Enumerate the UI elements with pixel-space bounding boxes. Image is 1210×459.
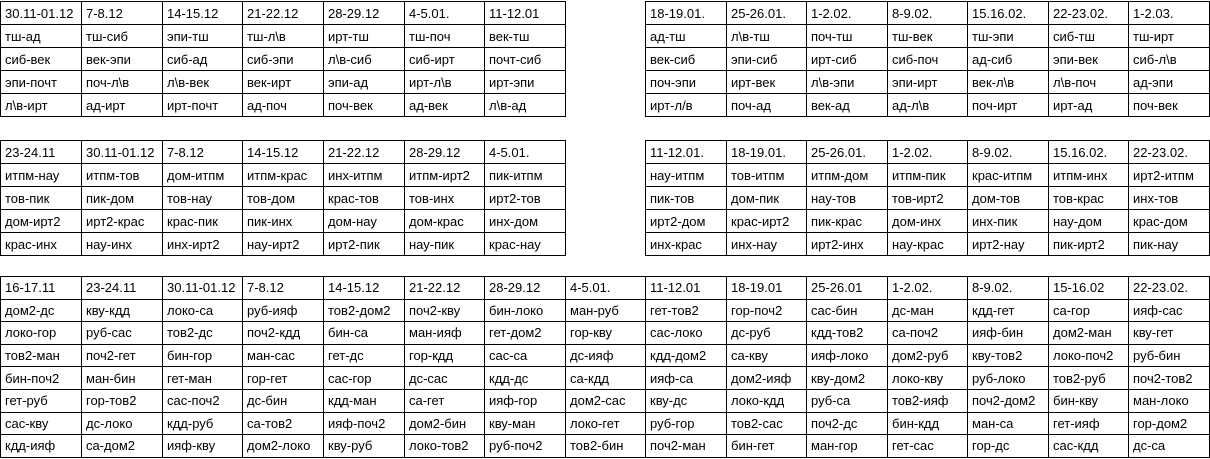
match-cell: са-гет [405,389,485,412]
match-cell: эпи-век [1049,48,1129,71]
match-cell: тов-пик [1,187,82,210]
match-cell: тов2-ияф [888,389,968,412]
date-cell: 15.16.02. [1049,141,1129,164]
match-cell: тов2-бин [566,435,646,458]
spacer-cell [566,210,646,233]
spacer-cell [566,25,646,48]
date-cell: 14-15.12 [163,2,243,25]
match-cell: локо-кдд [727,389,807,412]
date-header-row [1,2,1210,25]
match-cell: гет-ман [163,367,243,390]
match-cell: сас-бин [807,299,888,322]
match-cell: ирт2-дом [646,210,727,233]
match-cell: эпи-тш [163,25,243,48]
match-cell: поч2-тов2 [1129,367,1210,390]
match-cell: дс-локо [82,412,163,435]
match-cell: дом-пик [727,187,807,210]
match-cell: л\в-век [163,71,243,94]
match-row [1,389,1210,412]
match-cell: ирт-почт [163,94,243,117]
match-cell: век-тш [485,25,566,48]
match-cell: поч2-дс [807,412,888,435]
match-cell: итпм-ирт2 [405,164,485,187]
match-cell: крас-пик [163,210,243,233]
match-cell: дом2-локо [243,435,324,458]
match-cell: ирт2-нау [968,233,1049,256]
match-cell: дом-итпм [163,164,243,187]
date-cell: 28-29.12 [405,141,485,164]
match-row [1,164,1210,187]
match-cell: ияф-гор [485,389,566,412]
match-cell: гор-гет [243,367,324,390]
match-cell: ман-ияф [405,322,485,345]
match-cell: локо-са [163,299,243,322]
date-cell: 18-19.01 [727,277,807,300]
date-cell: 25-26.01. [807,141,888,164]
spacer-cell [566,71,646,94]
match-cell: бин-са [324,322,405,345]
match-cell: сас-гор [324,367,405,390]
date-cell: 14-15.12 [324,277,405,300]
match-cell: бин-локо [485,299,566,322]
match-cell: нау-пик [405,233,485,256]
match-cell: бин-гет [727,435,807,458]
spacer-cell [566,164,646,187]
match-row [1,210,1210,233]
match-cell: сиб-тш [1049,25,1129,48]
match-cell: бин-кдд [888,412,968,435]
match-cell: тов-крас [1049,187,1129,210]
match-cell: сас-са [485,344,566,367]
date-cell: 18-19.01. [646,2,727,25]
match-cell: инх-крас [646,233,727,256]
match-cell: кву-дс [646,389,727,412]
match-cell: нау-итпм [646,164,727,187]
match-cell: кву-гет [1129,322,1210,345]
match-cell: гет-сас [888,435,968,458]
match-cell: тш-ад [1,25,82,48]
match-cell: тов2-ман [1,344,82,367]
date-cell: 8-9.02. [968,141,1049,164]
match-cell: век-ад [807,94,888,117]
match-cell: гор-дом2 [1129,412,1210,435]
match-cell: эпи-ад [324,71,405,94]
match-cell: инх-нау [727,233,807,256]
match-cell: пик-тов [646,187,727,210]
match-cell: эпи-ирт [888,71,968,94]
match-cell: гет-дс [324,344,405,367]
match-cell: ияф-са [646,367,727,390]
match-cell: поч-ирт [968,94,1049,117]
match-row [1,25,1210,48]
match-cell: поч-эпи [646,71,727,94]
match-cell: поч-ад [727,94,807,117]
match-cell: гор-тов2 [82,389,163,412]
match-cell: нау-дом [1049,210,1129,233]
match-row [1,435,1210,458]
date-cell: 7-8.12 [243,277,324,300]
match-cell: сиб-ад [163,48,243,71]
match-cell: гор-дс [968,435,1049,458]
match-cell: руб-са [807,389,888,412]
date-cell: 4-5.01. [485,141,566,164]
date-cell: 7-8.12 [82,2,163,25]
match-cell: ад-тш [646,25,727,48]
match-cell: нау-ирт2 [243,233,324,256]
match-cell: л\в-поч [1049,71,1129,94]
match-cell: ирт-эпи [485,71,566,94]
match-cell: тов2-дом2 [324,299,405,322]
match-cell: дом-крас [405,210,485,233]
date-cell: 18-19.01. [727,141,807,164]
match-cell: сас-локо [646,322,727,345]
date-cell: 1-2.02. [807,2,888,25]
match-cell: дс-са [1129,435,1210,458]
match-cell: эпи-почт [1,71,82,94]
match-cell: гор-кдд [405,344,485,367]
schedule-block-3 [0,276,1210,458]
match-cell: ияф-сас [1129,299,1210,322]
match-cell: ияф-локо [807,344,888,367]
date-cell: 23-24.11 [82,277,163,300]
date-cell: 21-22.12 [243,2,324,25]
date-cell: 21-22.12 [324,141,405,164]
match-cell: дом2-бин [405,412,485,435]
date-cell: 28-29.12 [485,277,566,300]
match-cell: л\в-тш [727,25,807,48]
date-cell: 22-23.02. [1129,141,1210,164]
match-cell: дом-инх [888,210,968,233]
match-cell: дом2-дс [1,299,82,322]
date-header-row [1,141,1210,164]
match-cell: крас-дом [1129,210,1210,233]
match-cell: руб-локо [968,367,1049,390]
match-cell: тов-дом [243,187,324,210]
match-cell: ад-век [405,94,485,117]
match-cell: кдд-тов2 [807,322,888,345]
match-cell: кву-руб [324,435,405,458]
match-cell: л\в-сиб [324,48,405,71]
match-cell: сиб-ирт [405,48,485,71]
match-cell: нау-инх [82,233,163,256]
match-cell: локо-гор [1,322,82,345]
match-cell: ирт-ад [1049,94,1129,117]
match-cell: дом2-сас [566,389,646,412]
match-cell: поч2-дом2 [968,389,1049,412]
match-cell: итпм-крас [243,164,324,187]
match-row [1,412,1210,435]
date-header-row [1,277,1210,300]
match-cell: итпм-тов [82,164,163,187]
date-cell: 22-23.02. [1049,2,1129,25]
match-cell: тов2-дс [163,322,243,345]
match-cell: век-л\в [968,71,1049,94]
match-cell: локо-тов2 [405,435,485,458]
match-cell: поч2-кву [405,299,485,322]
match-cell: руб-бин [1129,344,1210,367]
match-cell: инх-пик [968,210,1049,233]
match-cell: л\в-ад [485,94,566,117]
match-cell: локо-кву [888,367,968,390]
match-cell: пик-ирт2 [1049,233,1129,256]
match-cell: почт-сиб [485,48,566,71]
match-cell: са-поч2 [888,322,968,345]
match-cell: пик-крас [807,210,888,233]
match-cell: ирт2-итпм [1129,164,1210,187]
date-cell: 8-9.02. [888,2,968,25]
match-cell: бин-гор [163,344,243,367]
match-cell: ирт2-инх [807,233,888,256]
match-cell: дс-сас [405,367,485,390]
match-cell: дом2-ияф [727,367,807,390]
date-cell: 30.11-01.12 [163,277,243,300]
date-cell: 30.11-01.12 [1,2,82,25]
match-cell: инх-тов [1129,187,1210,210]
match-row [1,94,1210,117]
match-cell: тш-эпи [968,25,1049,48]
match-cell: ирт-л\в [405,71,485,94]
match-cell: бин-поч2 [1,367,82,390]
date-cell: 1-2.02. [888,277,968,300]
match-cell: итпм-нау [1,164,82,187]
match-cell: дс-бин [243,389,324,412]
date-cell: 16-17.11 [1,277,82,300]
match-cell: век-эпи [82,48,163,71]
match-cell: дом-тов [968,187,1049,210]
match-row [1,187,1210,210]
match-cell: ияф-бин [968,322,1049,345]
match-cell: руб-сас [82,322,163,345]
match-cell: гор-кву [566,322,646,345]
spacer-cell [566,187,646,210]
match-cell: поч-век [324,94,405,117]
match-cell: ирт-век [727,71,807,94]
match-row [1,344,1210,367]
spacer-cell [566,2,646,25]
match-cell: кдд-руб [163,412,243,435]
match-cell: ирт2-крас [82,210,163,233]
match-cell: са-кдд [566,367,646,390]
match-cell: ман-гор [807,435,888,458]
match-cell: итпм-инх [1049,164,1129,187]
date-cell: 15-16.02 [1049,277,1129,300]
match-cell: руб-ияф [243,299,324,322]
match-cell: тов-итпм [727,164,807,187]
match-cell: итпм-пик [888,164,968,187]
match-cell: л\в-эпи [807,71,888,94]
spacer-cell [566,233,646,256]
match-cell: поч-тш [807,25,888,48]
match-cell: поч-л\в [82,71,163,94]
date-cell: 22-23.02. [1129,277,1210,300]
match-cell: кдд-дс [485,367,566,390]
match-cell: сиб-эпи [243,48,324,71]
date-cell: 1-2.02. [888,141,968,164]
match-cell: тш-век [888,25,968,48]
match-cell: са-кву [727,344,807,367]
match-cell: гет-руб [1,389,82,412]
match-cell: поч2-кдд [243,322,324,345]
match-cell: ман-сас [243,344,324,367]
match-cell: кву-дом2 [807,367,888,390]
match-cell: крас-итпм [968,164,1049,187]
match-cell: гор-поч2 [727,299,807,322]
match-row [1,299,1210,322]
schedule-block-1 [0,1,1210,117]
match-cell: пик-дом [82,187,163,210]
date-cell: 30.11-01.12 [82,141,163,164]
match-cell: ман-бин [82,367,163,390]
match-row [1,48,1210,71]
match-cell: руб-гор [646,412,727,435]
match-cell: са-тов2 [243,412,324,435]
date-cell: 25-26.01 [807,277,888,300]
match-cell: крас-тов [324,187,405,210]
match-cell: ад-л\в [888,94,968,117]
match-row [1,71,1210,94]
date-cell: 7-8.12 [163,141,243,164]
match-cell: поч-век [1129,94,1210,117]
match-cell: дом2-руб [888,344,968,367]
match-cell: кву-кдд [82,299,163,322]
match-cell: локо-поч2 [1049,344,1129,367]
match-cell: тш-поч [405,25,485,48]
match-cell: нау-крас [888,233,968,256]
match-cell: поч2-гет [82,344,163,367]
match-cell: век-ирт [243,71,324,94]
match-cell: эпи-сиб [727,48,807,71]
match-cell: ман-са [968,412,1049,435]
date-cell: 23-24.11 [1,141,82,164]
match-cell: пик-инх [243,210,324,233]
match-cell: сиб-поч [888,48,968,71]
match-cell: гет-ияф [1049,412,1129,435]
match-cell: са-дом2 [82,435,163,458]
match-cell: сиб-л\в [1129,48,1210,71]
match-cell: ияф-поч2 [324,412,405,435]
match-cell: тов2-сас [727,412,807,435]
match-cell: тов-ирт2 [888,187,968,210]
match-cell: тш-л\в [243,25,324,48]
match-cell: ад-эпи [1129,71,1210,94]
match-cell: сас-кдд [1049,435,1129,458]
match-cell: крас-нау [485,233,566,256]
match-cell: крас-ирт2 [727,210,807,233]
match-cell: век-сиб [646,48,727,71]
match-cell: локо-гет [566,412,646,435]
match-cell: ман-локо [1129,389,1210,412]
match-cell: кдд-гет [968,299,1049,322]
schedule-block-2 [0,140,1210,256]
match-cell: ирт-сиб [807,48,888,71]
match-cell: тш-сиб [82,25,163,48]
date-cell: 11-12.01 [646,277,727,300]
match-cell: ад-поч [243,94,324,117]
match-cell: бин-кву [1049,389,1129,412]
spacer-cell [566,94,646,117]
match-cell: дом2-ман [1049,322,1129,345]
match-cell: кву-ман [485,412,566,435]
match-cell: тов2-руб [1049,367,1129,390]
match-cell: кдд-дом2 [646,344,727,367]
spacer-cell [566,141,646,164]
match-cell: гет-дом2 [485,322,566,345]
match-cell: поч2-ман [646,435,727,458]
match-cell: дом-нау [324,210,405,233]
date-cell: 11-12.01 [485,2,566,25]
match-cell: кдд-ман [324,389,405,412]
match-cell: дом-ирт2 [1,210,82,233]
match-row [1,233,1210,256]
match-row [1,367,1210,390]
date-cell: 4-5.01. [566,277,646,300]
match-cell: инх-итпм [324,164,405,187]
match-cell: сас-кву [1,412,82,435]
match-cell: тов-инх [405,187,485,210]
match-cell: кву-тов2 [968,344,1049,367]
match-cell: ирт2-тов [485,187,566,210]
match-cell: ирт-л/в [646,94,727,117]
match-cell: дс-ияф [566,344,646,367]
match-cell: руб-поч2 [485,435,566,458]
date-cell: 11-12.01. [646,141,727,164]
match-cell: пик-нау [1129,233,1210,256]
match-cell: итпм-дом [807,164,888,187]
match-row [1,322,1210,345]
match-cell: гет-тов2 [646,299,727,322]
match-cell: дс-руб [727,322,807,345]
match-cell: крас-инх [1,233,82,256]
match-cell: ад-ирт [82,94,163,117]
date-cell: 25-26.01. [727,2,807,25]
match-cell: ирт2-пик [324,233,405,256]
date-cell: 14-15.12 [243,141,324,164]
match-cell: са-гор [1049,299,1129,322]
match-cell: дс-ман [888,299,968,322]
match-cell: ман-руб [566,299,646,322]
match-cell: тш-ирт [1129,25,1210,48]
match-cell: ияф-кву [163,435,243,458]
match-cell: тов-нау [163,187,243,210]
match-cell: ирт-тш [324,25,405,48]
match-cell: сас-поч2 [163,389,243,412]
date-cell: 28-29.12 [324,2,405,25]
match-cell: кдд-ияф [1,435,82,458]
match-cell: инх-дом [485,210,566,233]
date-cell: 4-5.01. [405,2,485,25]
match-cell: пик-итпм [485,164,566,187]
match-cell: ад-сиб [968,48,1049,71]
spacer-cell [566,48,646,71]
date-cell: 21-22.12 [405,277,485,300]
date-cell: 8-9.02. [968,277,1049,300]
match-cell: инх-ирт2 [163,233,243,256]
match-cell: сиб-век [1,48,82,71]
match-cell: л\в-ирт [1,94,82,117]
date-cell: 1-2.03. [1129,2,1210,25]
date-cell: 15.16.02. [968,2,1049,25]
match-cell: нау-тов [807,187,888,210]
